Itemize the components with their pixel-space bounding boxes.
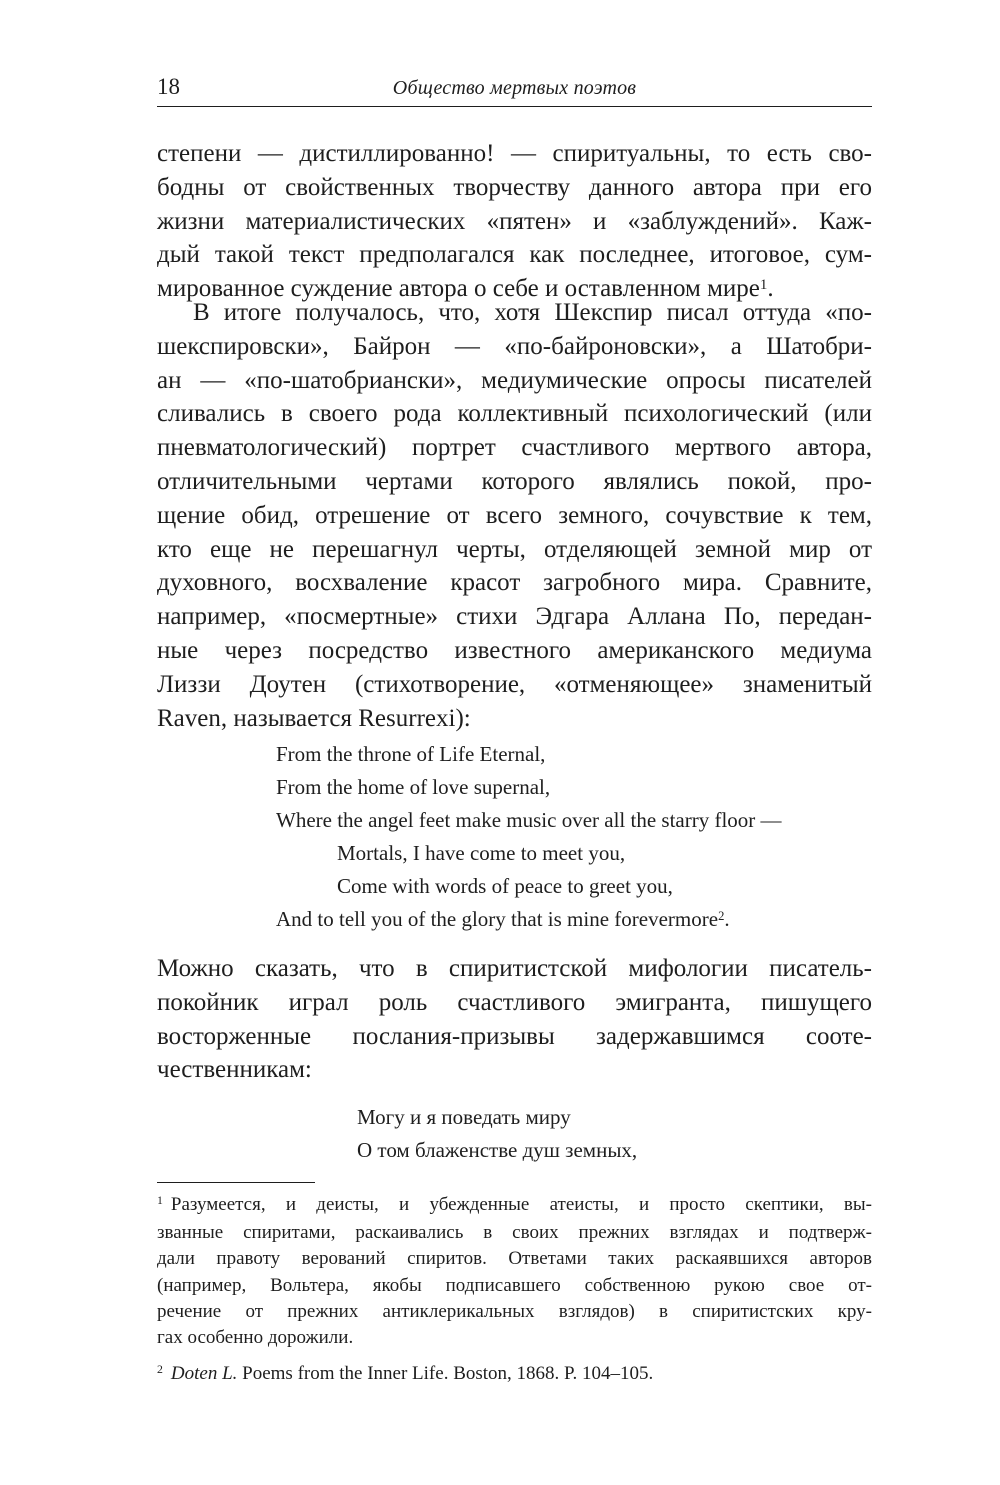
footnote-ref-2[interactable]: 2 — [718, 909, 725, 924]
text-line: кто еще не перешагнул черты, отделяющей земной мир от — [157, 535, 872, 563]
text-line: пневматологический) портрет счастливого мертвого автора, — [157, 434, 872, 462]
text-line: Можно сказать, что в спиритистской мифологии писатель- — [157, 955, 872, 982]
text-line: шекспировски», Байрон — «по-байроновски», а Шатобри- — [157, 332, 872, 360]
footnote-line: дали правоту верований спиритов. Ответами таких раскаявшихся авторов — [157, 1248, 872, 1270]
footnote-divider — [157, 1182, 315, 1183]
text-line: мированное суждение автора о себе и оставленном мире$^1$. — [157, 275, 774, 303]
text-line: Raven, называется Resurrexi): — [157, 704, 471, 732]
paragraph-1 — [157, 137, 872, 306]
text-line: В итоге получалось, что, хотя Шекспир писал оттуда «по- — [193, 299, 872, 326]
text-line-content: мированное суждение автора о себе и оставленном мире — [157, 275, 760, 303]
footnote-citation: Poems from the Inner Life. Boston, 1868. P. 104–105. — [242, 1363, 654, 1385]
text-line: степени — дистиллированно! — спиритуальны, то есть сво- — [157, 140, 872, 167]
running-title: Общество мертвых поэтов — [392, 77, 637, 99]
footnote-number: 2 — [157, 1362, 163, 1376]
footnote-line: речение от прежних антиклерикальных взглядов) в спиритистских кру- — [157, 1300, 872, 1322]
text-line: щение обид, отрешение от всего земного, сочувствие к тем, — [157, 501, 872, 529]
text-line: жизни материалистических «пятен» и «заблуждений». Каж- — [157, 207, 872, 235]
footnote-text: Разумеется, и деисты, и убежденные атеисты, и просто скептики, вы- — [170, 1194, 872, 1215]
text-line: ан — «по-шатобриански», медиумические опросы писателей — [157, 366, 872, 394]
footnote-ref-1[interactable]: 1 — [759, 277, 768, 294]
poem-line: From the home of love supernal, — [276, 775, 551, 799]
footnote-line — [157, 1192, 872, 1220]
paragraph-2 — [157, 296, 872, 735]
text-line: духовного, восхваление красот загробного мира. Сравните, — [157, 569, 872, 597]
footnote-2 — [157, 1361, 872, 1389]
text-line: сливались в своего рода коллективный психологический (или — [157, 400, 872, 428]
footnote-line: званные спиритами, раскаивались в своих прежних взглядах и подтверж- — [157, 1222, 872, 1244]
poem-line: And to tell you of the glory that is mine forevermore$^2$. — [276, 907, 730, 931]
poem-line: Mortals, I have come to meet you, — [337, 841, 626, 865]
footnote-line: (например, Вольтера, якобы подписавшего собственною рукою свое от- — [157, 1274, 872, 1296]
poem-line: Come with words of peace to greet you, — [337, 874, 673, 898]
text-line: чественникам: — [157, 1056, 312, 1084]
text-line: например, «посмертные» стихи Эдгара Аллана По, передан- — [157, 603, 872, 631]
poem-resurrexi — [276, 738, 782, 936]
footnote-line — [157, 1361, 872, 1389]
footnote-line: гах особенно дорожили. — [157, 1327, 354, 1349]
footnote-number: 1 — [157, 1193, 163, 1207]
poem-line: Where the angel feet make music over all the starry floor — — [276, 808, 782, 832]
page-number: 18 — [157, 74, 180, 99]
poem-line: О том блаженстве душ земных, — [357, 1138, 638, 1162]
text-line: восторженные послания-призывы задержавшимся соотe- — [157, 1022, 872, 1050]
footnotes — [157, 1192, 872, 1389]
footnote-1 — [157, 1192, 872, 1351]
text-line: ные через посредство известного американского медиума — [157, 636, 872, 664]
poem-line-content: And to tell you of the glory that is mine forevermore — [276, 907, 719, 931]
paragraph-3 — [157, 952, 872, 1087]
text-line: дый такой текст предполагался как последнее, итоговое, сум- — [157, 241, 872, 269]
text-line: отличительными чертами которого являлись покой, про- — [157, 467, 872, 495]
text-line: бодны от свойственных творчеству данного автора при его — [157, 173, 872, 201]
poem-line: Могу и я поведать миру — [357, 1105, 571, 1129]
poem-line: From the throne of Life Eternal, — [276, 742, 546, 766]
text-line: Лиззи Доутен (стихотворение, «отменяющее» знаменитый — [157, 670, 872, 698]
running-header — [157, 72, 872, 107]
footnote-author: Doten L. — [170, 1363, 238, 1385]
text-line: покойник играл роль счастливого эмигранта, пишущего — [157, 988, 872, 1016]
poem-russian — [357, 1101, 637, 1167]
